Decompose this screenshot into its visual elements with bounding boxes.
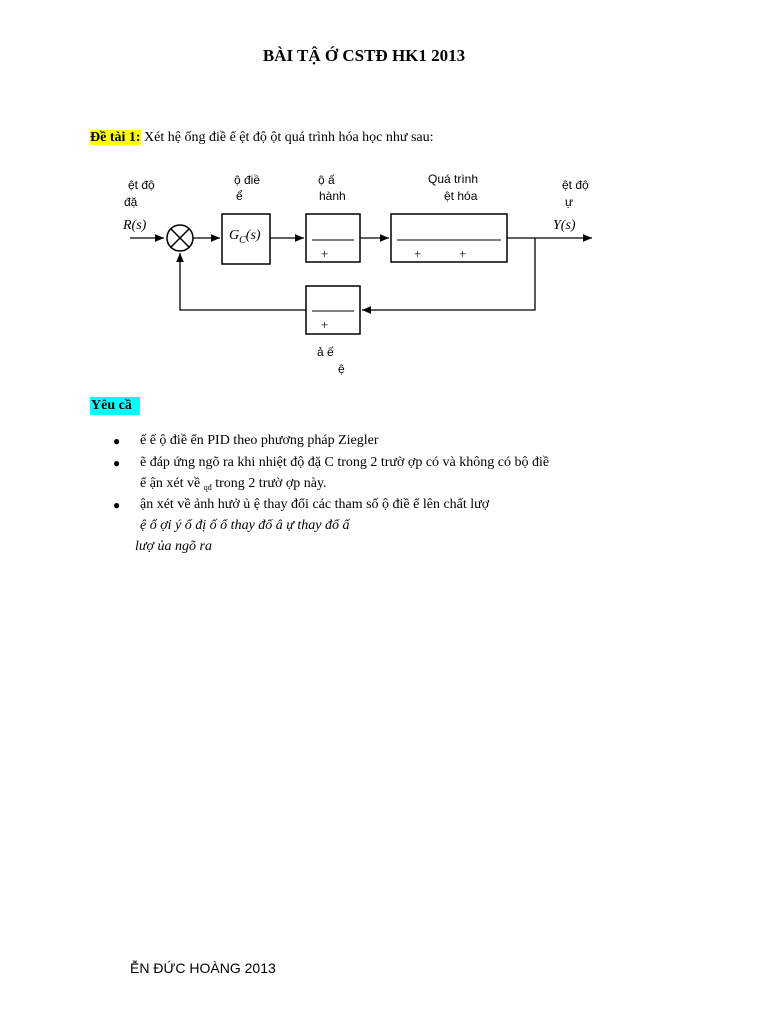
- topic-text: Xét hệ ống điề ể ệt độ ột quá trình hóa học như sau:: [140, 130, 434, 145]
- document-title: BÀI TẬ Ớ CSTĐ HK1 2013: [262, 46, 466, 65]
- requirement-3-line-3: lượ ủa ngõ ra: [135, 539, 212, 554]
- bullet-icon: ●: [113, 498, 121, 512]
- requirements-heading: Yêu cầ: [90, 397, 140, 415]
- actuator-label-2: hành: [319, 189, 346, 203]
- sensor-label-1: ả ế: [317, 345, 334, 359]
- requirement-2-line-1: ẽ đáp ứng ngõ ra khi nhiệt độ đặ C trong 2 trườ ợp có và không có bộ điề: [140, 455, 550, 470]
- sensor-label-2: ệ: [338, 362, 345, 376]
- process-block: [391, 214, 507, 262]
- topic-label: Đề tài 1:: [90, 130, 141, 145]
- summing-junction: [167, 225, 193, 251]
- output-label-2: ự: [565, 195, 574, 209]
- setpoint-label-1: ệt độ: [128, 178, 155, 192]
- bullet-icon: ●: [113, 456, 121, 470]
- process-plus-2: +: [459, 246, 467, 261]
- bullet-icon: ●: [113, 434, 121, 448]
- input-signal-label: R(s): [123, 218, 147, 233]
- requirement-2-line-2: ể ận xét về $_{qđ}$ trong 2 trườ ợp này.: [140, 476, 327, 492]
- sensor-block: [306, 286, 360, 334]
- actuator-plus: +: [321, 246, 329, 261]
- requirement-3-line-2: ệ ố ợi ý ổ đị ố ổ thay đổ â ự thay đổ ấ: [140, 518, 350, 533]
- sensor-plus: +: [321, 317, 329, 332]
- controller-transfer-function: $G_C(s)$: [229, 228, 261, 246]
- actuator-block: [306, 214, 360, 262]
- actuator-label-1: ộ ấ: [318, 173, 335, 187]
- setpoint-label-2: đặ: [124, 195, 138, 209]
- block-diagram: [0, 0, 768, 400]
- output-label-1: ệt độ: [562, 178, 589, 192]
- controller-label-1: ộ điề: [234, 173, 261, 187]
- process-label-1: Quá trình: [428, 172, 479, 186]
- requirement-1: ế ế ộ điề ển PID theo phương pháp Ziegler: [140, 433, 379, 448]
- requirement-3-line-1: ận xét về ảnh hưở ủ ệ thay đổi các tham số ộ điề ể lên chất lượ: [140, 497, 490, 512]
- footer-author: ỄN ĐỨC HOÀNG 2013: [130, 960, 276, 976]
- process-plus-1: +: [414, 246, 422, 261]
- process-label-2: ệt hóa: [444, 189, 478, 203]
- controller-label-2: ể: [236, 189, 243, 203]
- output-signal-label: Y(s): [553, 218, 576, 233]
